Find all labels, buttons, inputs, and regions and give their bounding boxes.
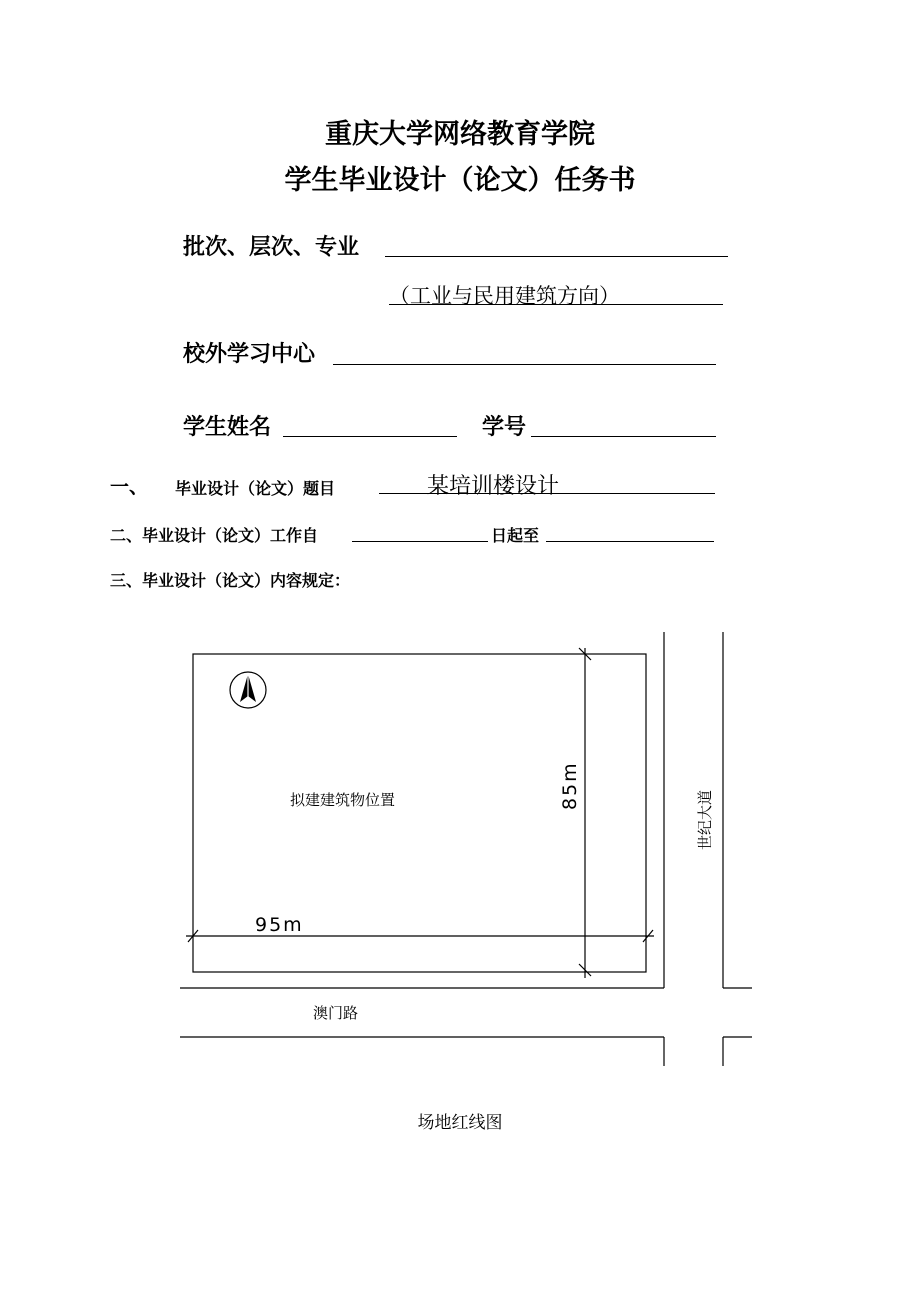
section-1-number: 一、	[110, 476, 149, 498]
student-name-label: 学生姓名	[183, 415, 272, 440]
road-east-label: 世纪大道	[696, 789, 714, 850]
north-arrow-icon	[230, 672, 266, 708]
section-1-label: 毕业设计（论文）题目	[175, 479, 336, 498]
section-2-mid: 日起至	[491, 526, 540, 545]
section-3-label: 三、毕业设计（论文）内容规定：	[110, 571, 351, 590]
road-south-label: 澳门路	[313, 1004, 359, 1022]
school-name: 重庆大学网络教育学院	[325, 119, 595, 150]
document-title: 学生毕业设计（论文）任务书	[284, 165, 636, 196]
batch-label: 批次、层次、专业	[183, 235, 360, 260]
student-id-label: 学号	[482, 415, 527, 440]
center-label: 校外学习中心	[183, 342, 316, 367]
section-2-label: 二、毕业设计（论文）工作自	[110, 526, 319, 545]
direction-value: （工业与民用建筑方向）	[389, 284, 620, 308]
building-location-label: 拟建建筑物位置	[290, 791, 396, 809]
dimension-85m-label: 85m	[559, 761, 581, 810]
thesis-title-value: 某培训楼设计	[427, 474, 560, 499]
dimension-95m-label: 95m	[255, 914, 304, 936]
site-plan-caption: 场地红线图	[417, 1113, 503, 1133]
